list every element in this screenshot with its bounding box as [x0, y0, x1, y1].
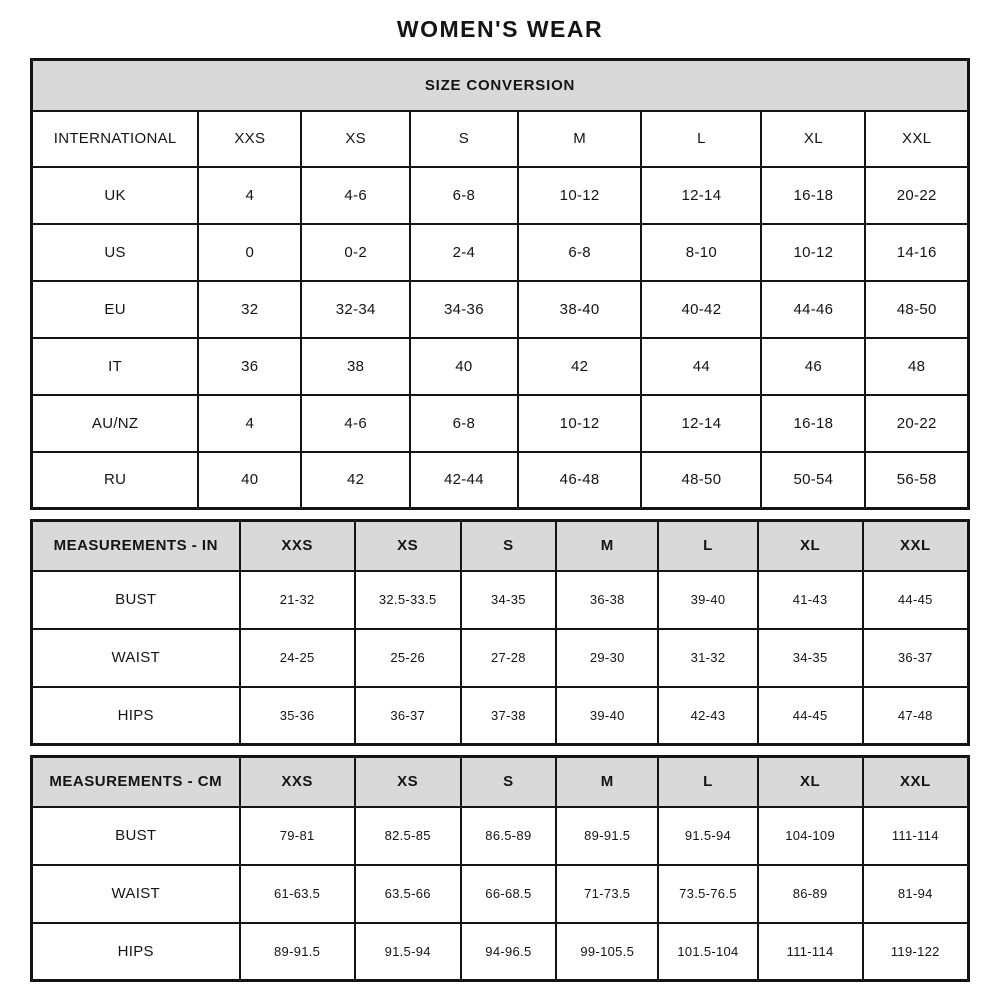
size-value: 10-12 [761, 224, 865, 281]
measurements-in-col-header: M [556, 521, 658, 571]
size-value: 44 [641, 338, 761, 395]
measurements-cm-row-waist [32, 865, 969, 923]
size-value: 6-8 [410, 167, 518, 224]
measurements-cm-col-header: L [658, 757, 757, 807]
page-title: WOMEN'S WEAR [396, 16, 604, 42]
measurements-in-row-waist [32, 629, 969, 687]
measurement-value: 111-114 [758, 923, 863, 981]
measurement-value: 99-105.5 [556, 923, 658, 981]
measurement-value: 86.5-89 [461, 807, 557, 865]
measurement-value: 37-38 [461, 687, 557, 745]
measurements-cm-row-hips [32, 923, 969, 981]
measurement-value: 35-36 [240, 687, 355, 745]
measurement-value: 36-38 [556, 571, 658, 629]
size-conversion-header-row [32, 111, 969, 167]
size-value: 48-50 [641, 452, 761, 509]
size-value: 56-58 [865, 452, 968, 509]
size-value: 20-22 [865, 395, 968, 452]
measurements-in-col-header: XXS [240, 521, 355, 571]
size-conversion-title-row [32, 60, 969, 111]
size-value: 16-18 [761, 167, 865, 224]
size-conversion-row-aunz [32, 395, 969, 452]
region-label: RU [32, 452, 199, 509]
measurements-cm-header-row [32, 757, 969, 807]
measurement-value: 94-96.5 [461, 923, 557, 981]
size-value: 6-8 [518, 224, 642, 281]
measurement-value: 36-37 [355, 687, 461, 745]
measurement-value: 73.5-76.5 [658, 865, 757, 923]
measurement-value: 34-35 [758, 629, 863, 687]
size-value: 4-6 [301, 167, 410, 224]
measurement-value: 39-40 [658, 571, 757, 629]
measurement-value: 119-122 [863, 923, 969, 981]
measurement-value: 89-91.5 [240, 923, 355, 981]
size-value: 4-6 [301, 395, 410, 452]
size-value: 36 [198, 338, 301, 395]
measurements-in-col-header: XL [758, 521, 863, 571]
size-value: 48-50 [865, 281, 968, 338]
size-value: 42 [518, 338, 642, 395]
size-value: 20-22 [865, 167, 968, 224]
size-value: 50-54 [761, 452, 865, 509]
size-conversion-col-header: XL [761, 111, 865, 167]
measurement-value: 32.5-33.5 [355, 571, 461, 629]
measurement-value: 91.5-94 [355, 923, 461, 981]
measurement-value: 34-35 [461, 571, 557, 629]
size-value: 42-44 [410, 452, 518, 509]
measurements-cm-table [30, 755, 970, 982]
size-value: 2-4 [410, 224, 518, 281]
size-value: 46-48 [518, 452, 642, 509]
measurement-value: 101.5-104 [658, 923, 757, 981]
measurement-value: 79-81 [240, 807, 355, 865]
measurement-value: 27-28 [461, 629, 557, 687]
measurement-value: 104-109 [758, 807, 863, 865]
size-value: 6-8 [410, 395, 518, 452]
size-conversion-title: SIZE CONVERSION [32, 60, 969, 111]
size-value: 16-18 [761, 395, 865, 452]
measurements-cm-col-header: XL [758, 757, 863, 807]
size-value: 8-10 [641, 224, 761, 281]
measurement-value: 63.5-66 [355, 865, 461, 923]
size-value: 0-2 [301, 224, 410, 281]
region-label: EU [32, 281, 199, 338]
measurement-label: HIPS [32, 687, 240, 745]
measurements-in-body [32, 521, 969, 745]
measurement-label: WAIST [32, 629, 240, 687]
size-conversion-col-header: XXL [865, 111, 968, 167]
region-label: AU/NZ [32, 395, 199, 452]
measurement-value: 41-43 [758, 571, 863, 629]
measurement-value: 82.5-85 [355, 807, 461, 865]
size-value: 34-36 [410, 281, 518, 338]
measurement-value: 81-94 [863, 865, 969, 923]
measurements-cm-col-header: M [556, 757, 658, 807]
size-value: 38-40 [518, 281, 642, 338]
size-conversion-col-header: XS [301, 111, 410, 167]
size-conversion-col-header: INTERNATIONAL [32, 111, 199, 167]
size-value: 12-14 [641, 395, 761, 452]
size-conversion-row-ru [32, 452, 969, 509]
size-value: 40 [410, 338, 518, 395]
size-conversion-row-uk [32, 167, 969, 224]
measurements-cm-title: MEASUREMENTS - CM [32, 757, 240, 807]
measurement-value: 66-68.5 [461, 865, 557, 923]
measurement-value: 61-63.5 [240, 865, 355, 923]
size-value: 32-34 [301, 281, 410, 338]
size-conversion-col-header: L [641, 111, 761, 167]
measurement-value: 42-43 [658, 687, 757, 745]
measurements-in-col-header: S [461, 521, 557, 571]
size-value: 44-46 [761, 281, 865, 338]
size-value: 4 [198, 167, 301, 224]
measurement-value: 91.5-94 [658, 807, 757, 865]
region-label: US [32, 224, 199, 281]
measurement-value: 24-25 [240, 629, 355, 687]
size-value: 12-14 [641, 167, 761, 224]
size-value: 10-12 [518, 167, 642, 224]
measurement-value: 29-30 [556, 629, 658, 687]
measurements-cm-row-bust [32, 807, 969, 865]
measurement-label: BUST [32, 571, 240, 629]
size-value: 48 [865, 338, 968, 395]
measurements-cm-col-header: S [461, 757, 557, 807]
measurement-label: HIPS [32, 923, 240, 981]
measurements-in-table [30, 519, 970, 746]
size-value: 40-42 [641, 281, 761, 338]
measurement-value: 86-89 [758, 865, 863, 923]
region-label: IT [32, 338, 199, 395]
size-conversion-table [30, 58, 970, 510]
measurements-in-row-bust [32, 571, 969, 629]
measurements-cm-body [32, 757, 969, 981]
measurements-in-col-header: L [658, 521, 757, 571]
size-conversion-col-header: M [518, 111, 642, 167]
measurement-value: 47-48 [863, 687, 969, 745]
region-label: UK [32, 167, 199, 224]
size-value: 38 [301, 338, 410, 395]
measurement-value: 44-45 [758, 687, 863, 745]
size-conversion-row-it [32, 338, 969, 395]
size-value: 0 [198, 224, 301, 281]
measurements-cm-col-header: XXL [863, 757, 969, 807]
size-value: 14-16 [865, 224, 968, 281]
measurement-value: 39-40 [556, 687, 658, 745]
measurements-cm-col-header: XXS [240, 757, 355, 807]
measurement-label: BUST [32, 807, 240, 865]
size-value: 10-12 [518, 395, 642, 452]
size-value: 32 [198, 281, 301, 338]
measurements-in-header-row [32, 521, 969, 571]
measurements-in-title: MEASUREMENTS - IN [32, 521, 240, 571]
size-conversion-row-eu [32, 281, 969, 338]
measurements-in-col-header: XXL [863, 521, 969, 571]
size-conversion-col-header: S [410, 111, 518, 167]
size-value: 42 [301, 452, 410, 509]
measurement-label: WAIST [32, 865, 240, 923]
size-value: 40 [198, 452, 301, 509]
measurement-value: 36-37 [863, 629, 969, 687]
measurement-value: 25-26 [355, 629, 461, 687]
size-value: 4 [198, 395, 301, 452]
size-value: 46 [761, 338, 865, 395]
size-conversion-body [32, 60, 969, 509]
measurement-value: 44-45 [863, 571, 969, 629]
measurements-cm-col-header: XS [355, 757, 461, 807]
measurement-value: 111-114 [863, 807, 969, 865]
measurements-in-row-hips [32, 687, 969, 745]
measurements-in-col-header: XS [355, 521, 461, 571]
size-conversion-col-header: XXS [198, 111, 301, 167]
measurement-value: 31-32 [658, 629, 757, 687]
measurement-value: 21-32 [240, 571, 355, 629]
measurement-value: 89-91.5 [556, 807, 658, 865]
measurement-value: 71-73.5 [556, 865, 658, 923]
size-conversion-row-us [32, 224, 969, 281]
